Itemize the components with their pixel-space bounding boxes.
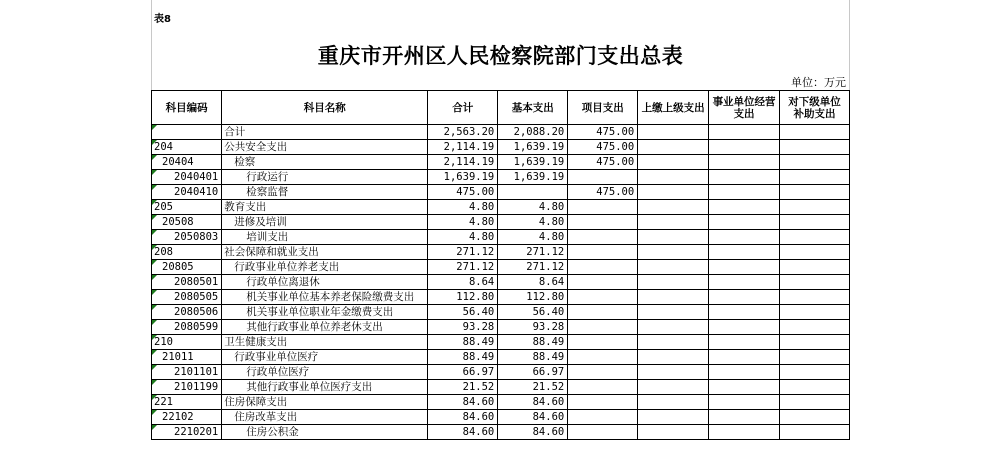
cell-upper[interactable] <box>638 215 709 230</box>
cell-business[interactable] <box>709 155 780 170</box>
cell-upper[interactable] <box>638 230 709 245</box>
table-body <box>152 125 850 440</box>
cell-total[interactable]: 8.64 <box>428 275 498 290</box>
cell-business[interactable] <box>709 320 780 335</box>
cell-name[interactable]: 住房公积金 <box>222 425 428 440</box>
cell-business[interactable] <box>709 425 780 440</box>
cell-code[interactable]: 204 <box>152 140 222 155</box>
cell-code[interactable]: 2101199 <box>152 380 222 395</box>
cell-name[interactable]: 机关事业单位职业年金缴费支出 <box>222 305 428 320</box>
cell-subsidy[interactable] <box>780 320 850 335</box>
table-row <box>152 320 850 335</box>
table-row <box>152 410 850 425</box>
cell-subsidy[interactable] <box>780 245 850 260</box>
cell-basic[interactable] <box>498 185 568 200</box>
cell-code[interactable]: 2080506 <box>152 305 222 320</box>
cell-total[interactable]: 475.00 <box>428 185 498 200</box>
cell-basic[interactable]: 84.60 <box>498 410 568 425</box>
cell-subsidy[interactable] <box>780 260 850 275</box>
sheet-label: 表8 <box>154 14 171 25</box>
cell-code[interactable] <box>152 125 222 140</box>
table-row <box>152 245 850 260</box>
cell-project[interactable] <box>568 200 638 215</box>
cell-total[interactable]: 271.12 <box>428 245 498 260</box>
cell-subsidy[interactable] <box>780 230 850 245</box>
table-row <box>152 290 850 305</box>
cell-basic[interactable]: 93.28 <box>498 320 568 335</box>
cell-basic[interactable]: 56.40 <box>498 305 568 320</box>
cell-total[interactable]: 4.80 <box>428 230 498 245</box>
cell-project[interactable]: 475.00 <box>568 140 638 155</box>
cell-upper[interactable] <box>638 425 709 440</box>
table-row <box>152 125 850 140</box>
header-business[interactable]: 事业单位经营支出 <box>709 91 780 125</box>
cell-code[interactable]: 2050803 <box>152 230 222 245</box>
cell-basic[interactable]: 4.80 <box>498 200 568 215</box>
cell-project[interactable] <box>568 425 638 440</box>
cell-code[interactable]: 221 <box>152 395 222 410</box>
cell-code[interactable]: 20404 <box>152 155 222 170</box>
cell-business[interactable] <box>709 200 780 215</box>
cell-subsidy[interactable] <box>780 185 850 200</box>
cell-project[interactable] <box>568 275 638 290</box>
cell-basic[interactable]: 66.97 <box>498 365 568 380</box>
cell-upper[interactable] <box>638 140 709 155</box>
cell-upper[interactable] <box>638 380 709 395</box>
cell-basic[interactable]: 84.60 <box>498 425 568 440</box>
cell-subsidy[interactable] <box>780 200 850 215</box>
cell-total[interactable]: 4.80 <box>428 200 498 215</box>
cell-code[interactable]: 205 <box>152 200 222 215</box>
page-title: 重庆市开州区人民检察院部门支出总表 <box>317 43 684 68</box>
cell-basic[interactable]: 8.64 <box>498 275 568 290</box>
cell-name[interactable]: 行政单位离退休 <box>222 275 428 290</box>
cell-project[interactable] <box>568 290 638 305</box>
cell-project[interactable]: 475.00 <box>568 125 638 140</box>
cell-name[interactable]: 其他行政事业单位医疗支出 <box>222 380 428 395</box>
cell-code[interactable]: 2210201 <box>152 425 222 440</box>
cell-project[interactable] <box>568 170 638 185</box>
cell-upper[interactable] <box>638 125 709 140</box>
cell-business[interactable] <box>709 230 780 245</box>
table-row <box>152 140 850 155</box>
cell-subsidy[interactable] <box>780 395 850 410</box>
cell-upper[interactable] <box>638 350 709 365</box>
cell-name[interactable]: 培训支出 <box>222 230 428 245</box>
cell-code[interactable]: 2040401 <box>152 170 222 185</box>
cell-total[interactable]: 1,639.19 <box>428 170 498 185</box>
cell-total[interactable]: 66.97 <box>428 365 498 380</box>
cell-upper[interactable] <box>638 260 709 275</box>
cell-business[interactable] <box>709 260 780 275</box>
cell-business[interactable] <box>709 335 780 350</box>
table-row <box>152 200 850 215</box>
cell-project[interactable] <box>568 335 638 350</box>
cell-project[interactable] <box>568 260 638 275</box>
table-row <box>152 365 850 380</box>
cell-code[interactable]: 21011 <box>152 350 222 365</box>
cell-subsidy[interactable] <box>780 410 850 425</box>
header-name[interactable]: 科目名称 <box>222 91 428 125</box>
cell-project[interactable] <box>568 230 638 245</box>
cell-name[interactable]: 其他行政事业单位养老休支出 <box>222 320 428 335</box>
table-row <box>152 380 850 395</box>
cell-business[interactable] <box>709 170 780 185</box>
cell-project[interactable] <box>568 305 638 320</box>
cell-name[interactable]: 检察监督 <box>222 185 428 200</box>
cell-subsidy[interactable] <box>780 140 850 155</box>
expenditure-table <box>151 90 850 440</box>
cell-subsidy[interactable] <box>780 335 850 350</box>
table-row <box>152 350 850 365</box>
cell-name[interactable]: 住房改革支出 <box>222 410 428 425</box>
cell-subsidy[interactable] <box>780 380 850 395</box>
cell-subsidy[interactable] <box>780 155 850 170</box>
table-row <box>152 275 850 290</box>
cell-business[interactable] <box>709 395 780 410</box>
header-basic[interactable]: 基本支出 <box>498 91 568 125</box>
cell-basic[interactable]: 2,088.20 <box>498 125 568 140</box>
table-row <box>152 170 850 185</box>
cell-project[interactable] <box>568 395 638 410</box>
cell-basic[interactable]: 1,639.19 <box>498 140 568 155</box>
cell-project[interactable] <box>568 245 638 260</box>
cell-upper[interactable] <box>638 410 709 425</box>
cell-upper[interactable] <box>638 155 709 170</box>
header-upper[interactable]: 上缴上级支出 <box>638 91 709 125</box>
cell-name[interactable]: 教育支出 <box>222 200 428 215</box>
spreadsheet-sheet <box>151 0 850 475</box>
cell-basic[interactable]: 1,639.19 <box>498 170 568 185</box>
table-row <box>152 185 850 200</box>
cell-business[interactable] <box>709 290 780 305</box>
cell-name[interactable]: 行政事业单位养老支出 <box>222 260 428 275</box>
cell-total[interactable]: 271.12 <box>428 260 498 275</box>
cell-name[interactable]: 卫生健康支出 <box>222 335 428 350</box>
cell-business[interactable] <box>709 380 780 395</box>
cell-subsidy[interactable] <box>780 365 850 380</box>
cell-total[interactable]: 84.60 <box>428 410 498 425</box>
cell-business[interactable] <box>709 185 780 200</box>
cell-subsidy[interactable] <box>780 170 850 185</box>
cell-code[interactable]: 2080599 <box>152 320 222 335</box>
cell-upper[interactable] <box>638 395 709 410</box>
cell-subsidy[interactable] <box>780 125 850 140</box>
cell-upper[interactable] <box>638 245 709 260</box>
table-row <box>152 395 850 410</box>
table-row <box>152 230 850 245</box>
cell-basic[interactable]: 88.49 <box>498 335 568 350</box>
cell-business[interactable] <box>709 305 780 320</box>
cell-upper[interactable] <box>638 320 709 335</box>
cell-project[interactable]: 475.00 <box>568 155 638 170</box>
cell-name[interactable]: 社会保障和就业支出 <box>222 245 428 260</box>
cell-basic[interactable]: 1,639.19 <box>498 155 568 170</box>
cell-upper[interactable] <box>638 275 709 290</box>
table-row <box>152 260 850 275</box>
cell-total[interactable]: 4.80 <box>428 215 498 230</box>
cell-total[interactable]: 21.52 <box>428 380 498 395</box>
cell-total[interactable]: 56.40 <box>428 305 498 320</box>
cell-business[interactable] <box>709 410 780 425</box>
cell-basic[interactable]: 88.49 <box>498 350 568 365</box>
cell-code[interactable]: 20805 <box>152 260 222 275</box>
cell-name[interactable]: 行政事业单位医疗 <box>222 350 428 365</box>
cell-subsidy[interactable] <box>780 305 850 320</box>
header-project[interactable]: 项目支出 <box>568 91 638 125</box>
cell-business[interactable] <box>709 140 780 155</box>
cell-name[interactable]: 机关事业单位基本养老保险缴费支出 <box>222 290 428 305</box>
cell-total[interactable]: 84.60 <box>428 425 498 440</box>
cell-project[interactable] <box>568 365 638 380</box>
cell-business[interactable] <box>709 365 780 380</box>
cell-code[interactable]: 20508 <box>152 215 222 230</box>
cell-name[interactable]: 检察 <box>222 155 428 170</box>
cell-subsidy[interactable] <box>780 275 850 290</box>
cell-business[interactable] <box>709 275 780 290</box>
table-row <box>152 155 850 170</box>
cell-business[interactable] <box>709 245 780 260</box>
table-header-row <box>152 91 850 125</box>
table-row <box>152 215 850 230</box>
cell-upper[interactable] <box>638 305 709 320</box>
cell-name[interactable]: 公共安全支出 <box>222 140 428 155</box>
cell-upper[interactable] <box>638 335 709 350</box>
cell-upper[interactable] <box>638 185 709 200</box>
cell-subsidy[interactable] <box>780 425 850 440</box>
header-total[interactable]: 合计 <box>428 91 498 125</box>
cell-upper[interactable] <box>638 365 709 380</box>
cell-subsidy[interactable] <box>780 290 850 305</box>
cell-basic[interactable]: 4.80 <box>498 215 568 230</box>
table-row <box>152 335 850 350</box>
cell-subsidy[interactable] <box>780 215 850 230</box>
cell-project[interactable] <box>568 215 638 230</box>
cell-project[interactable]: 475.00 <box>568 185 638 200</box>
cell-business[interactable] <box>709 125 780 140</box>
cell-basic[interactable]: 271.12 <box>498 260 568 275</box>
cell-total[interactable]: 2,114.19 <box>428 140 498 155</box>
unit-label: 单位：万元 <box>791 76 846 89</box>
cell-basic[interactable]: 112.80 <box>498 290 568 305</box>
cell-business[interactable] <box>709 215 780 230</box>
cell-project[interactable] <box>568 320 638 335</box>
table-row <box>152 305 850 320</box>
cell-project[interactable] <box>568 380 638 395</box>
cell-total[interactable]: 2,114.19 <box>428 155 498 170</box>
cell-upper[interactable] <box>638 170 709 185</box>
cell-name[interactable]: 住房保障支出 <box>222 395 428 410</box>
cell-basic[interactable]: 21.52 <box>498 380 568 395</box>
header-subsidy[interactable]: 对下级单位补助支出 <box>780 91 850 125</box>
cell-total[interactable]: 88.49 <box>428 350 498 365</box>
cell-total[interactable]: 2,563.20 <box>428 125 498 140</box>
cell-project[interactable] <box>568 410 638 425</box>
cell-code[interactable]: 2080505 <box>152 290 222 305</box>
cell-basic[interactable]: 84.60 <box>498 395 568 410</box>
cell-code[interactable]: 2101101 <box>152 365 222 380</box>
cell-subsidy[interactable] <box>780 350 850 365</box>
cell-code[interactable]: 208 <box>152 245 222 260</box>
cell-basic[interactable]: 4.80 <box>498 230 568 245</box>
table-row <box>152 425 850 440</box>
cell-code[interactable]: 2080501 <box>152 275 222 290</box>
cell-business[interactable] <box>709 350 780 365</box>
cell-basic[interactable]: 271.12 <box>498 245 568 260</box>
cell-name[interactable]: 进修及培训 <box>222 215 428 230</box>
cell-name[interactable]: 行政运行 <box>222 170 428 185</box>
header-code[interactable]: 科目编码 <box>152 91 222 125</box>
cell-total[interactable]: 112.80 <box>428 290 498 305</box>
cell-code[interactable]: 22102 <box>152 410 222 425</box>
cell-name[interactable]: 行政单位医疗 <box>222 365 428 380</box>
cell-name[interactable]: 合计 <box>222 125 428 140</box>
cell-code[interactable]: 2040410 <box>152 185 222 200</box>
cell-code[interactable]: 210 <box>152 335 222 350</box>
cell-upper[interactable] <box>638 290 709 305</box>
cell-upper[interactable] <box>638 200 709 215</box>
cell-total[interactable]: 84.60 <box>428 395 498 410</box>
cell-total[interactable]: 88.49 <box>428 335 498 350</box>
cell-total[interactable]: 93.28 <box>428 320 498 335</box>
cell-project[interactable] <box>568 350 638 365</box>
